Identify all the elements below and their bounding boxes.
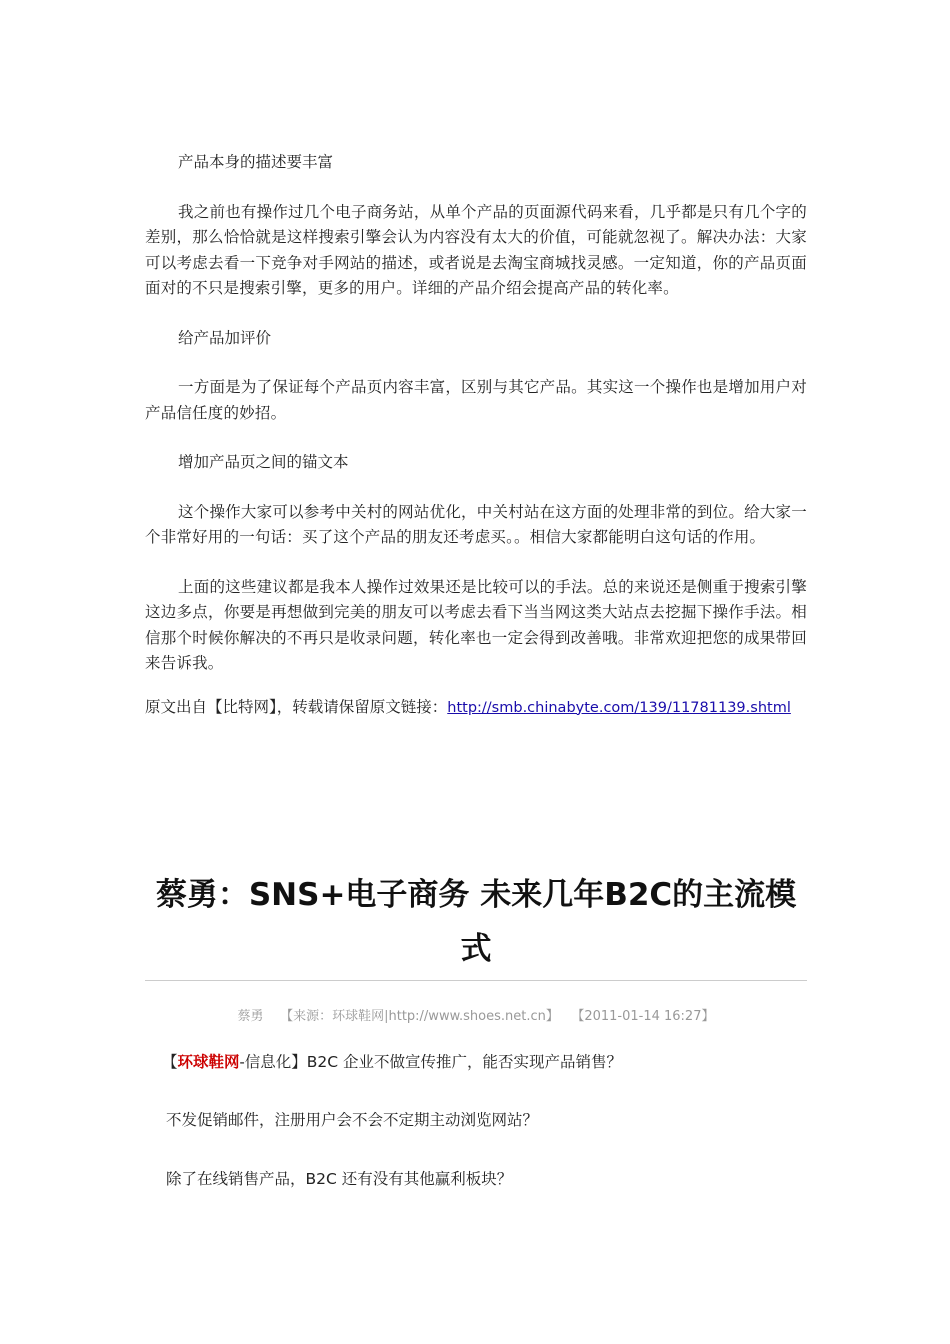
paragraph-anchor-text: 这个操作大家可以参考中关村的网站优化，中关村站在这方面的处理非常的到位。给大家一个非常好用的一句话：买了这个产品的朋友还考虑买。。相信大家都能明白这句话的作用。 [145, 502, 807, 546]
q3-post: 还有没有其他赢利板块？ [336, 1170, 513, 1188]
article-title: 蔡勇：SNS+电子商务 未来几年B2C的主流模式 [155, 877, 797, 967]
lead-text: 企业不做宣传推广，能否实现产品销售？ [338, 1053, 623, 1071]
meta-source-url[interactable]: http://www.shoes.net.cn [388, 1009, 546, 1024]
paragraph-summary: 上面的这些建议都是我本人操作过效果还是比较可以的手法。总的来说还是侧重于搜索引擎这边多点，你要是再想做到完美的朋友可以考虑去看下当当网这类大站点去挖掘下操作手法。相信那个时候你解决的不再只是收录问题，转化率也一定会得到改善哦。非常欢迎把您的成果带回来告诉我。 [145, 577, 807, 672]
q3-pre: 除了在线销售产品， [166, 1170, 306, 1188]
paragraph-reviews: 一方面是为了保证每个产品页内容丰富，区别与其它产品。其实这一个操作也是增加用户对产品信任度的妙招。 [145, 378, 807, 422]
lead-open-bracket: 【 [162, 1053, 178, 1071]
article-body-previous [145, 150, 807, 721]
title-divider [145, 980, 807, 981]
source-line [145, 695, 807, 722]
lead-b2c: B2C [306, 1053, 339, 1071]
meta-source-close: 】 [545, 1009, 559, 1024]
section-heading-anchor-text: 增加产品页之间的锚文本 [178, 453, 349, 471]
q3-b2c: B2C [305, 1170, 337, 1188]
lead-paragraph [162, 1049, 802, 1075]
question-paragraph-3 [166, 1167, 806, 1192]
meta-author: 蔡勇 [237, 1009, 264, 1024]
question-paragraph-2: 不发促销邮件，注册用户会不会不定期主动浏览网站？ [166, 1111, 539, 1129]
lead-site-name[interactable]: 环球鞋网 [177, 1052, 240, 1071]
source-prefix: 原文出自【比特网】，转载请保留原文链接： [145, 697, 448, 716]
meta-source-open: 【来源：环球鞋网| [280, 1009, 389, 1024]
meta-date: 【2011-01-14 16:27】 [571, 1009, 715, 1024]
article-meta [145, 1006, 807, 1028]
lead-tag: -信息化】 [239, 1053, 307, 1071]
paragraph-description: 我之前也有操作过几个电子商务站，从单个产品的页面源代码来看，几乎都是只有几个字的差别，那么恰恰就是这样搜索引擎会认为内容没有太大的价值，可能就忽视了。解决办法：大家可以考虑去看一下竞争对手网站的描述，或者说是去淘宝商城找灵感。一定知道，你的产品页面面对的不只是搜索引擎，更多的用户。详细的产品介绍会提高产品的转化率。 [145, 202, 807, 297]
section-heading-reviews: 给产品加评价 [178, 328, 272, 347]
section-heading-description: 产品本身的描述要丰富 [178, 153, 334, 171]
source-link[interactable]: http://smb.chinabyte.com/139/11781139.shtml [447, 699, 791, 716]
